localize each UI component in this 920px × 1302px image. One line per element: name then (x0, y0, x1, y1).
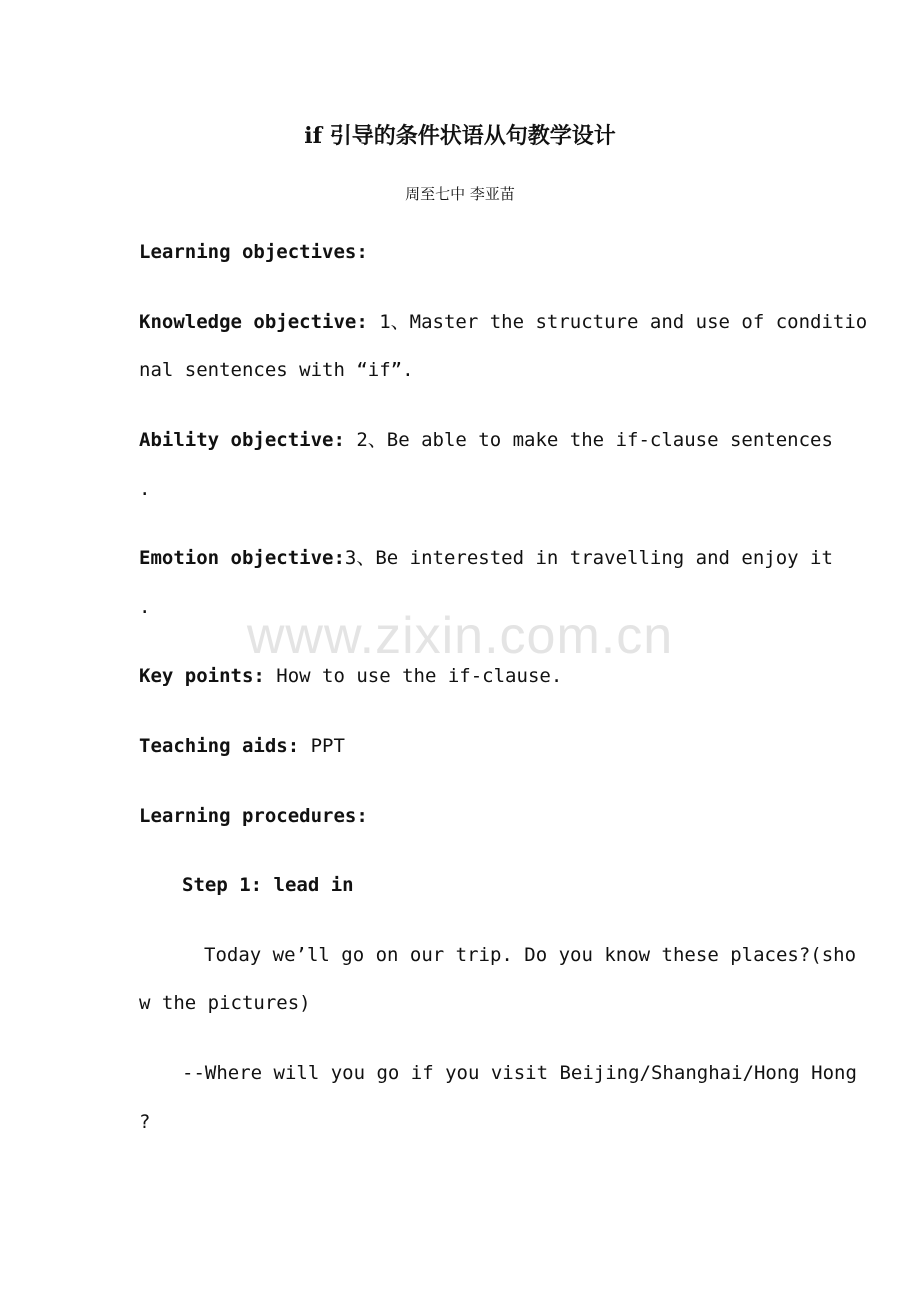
knowledge-objective-continued: nal sentences with “if”. (139, 359, 414, 381)
teaching-aids-label: Teaching aids: (139, 735, 300, 757)
watermark: www.zixin.com.cn (246, 607, 674, 665)
key-points-text: How to use the if-clause. (264, 665, 563, 687)
teaching-aids-text: PPT (299, 735, 345, 757)
knowledge-objective-label: Knowledge objective: (139, 311, 368, 333)
knowledge-objective (139, 310, 867, 334)
ability-objective-continued: . (139, 478, 151, 500)
key-points-label: Key points: (139, 665, 265, 687)
ability-objective-text: 2、Be able to make the if-clause sentences (344, 429, 833, 451)
teaching-aids (139, 734, 345, 758)
step1-paragraph: Today we’ll go on our trip. Do you know these places?(sho (204, 944, 857, 966)
emotion-objective (139, 546, 833, 570)
document-title: if 引导的条件状语从句教学设计 (304, 123, 616, 149)
emotion-objective-label: Emotion objective: (139, 547, 345, 569)
author-line: 周至七中 李亚苗 (405, 185, 515, 203)
emotion-objective-continued: . (139, 596, 151, 618)
knowledge-objective-text: 1、Master the structure and use of conditio (367, 311, 868, 333)
step1-paragraph-continued: w the pictures) (139, 992, 311, 1014)
key-points (139, 664, 562, 688)
learning-objectives-heading: Learning objectives: (139, 241, 368, 263)
emotion-objective-text: 3、Be interested in travelling and enjoy it (344, 547, 833, 569)
learning-procedures-heading: Learning procedures: (139, 805, 368, 827)
ability-objective (139, 428, 833, 452)
step1-question: --Where will you go if you visit Beijing/Shanghai/Hong Hong (182, 1062, 857, 1084)
step1-question-continued: ? (139, 1111, 151, 1133)
step1-heading: Step 1: lead in (182, 874, 354, 896)
ability-objective-label: Ability objective: (139, 429, 345, 451)
